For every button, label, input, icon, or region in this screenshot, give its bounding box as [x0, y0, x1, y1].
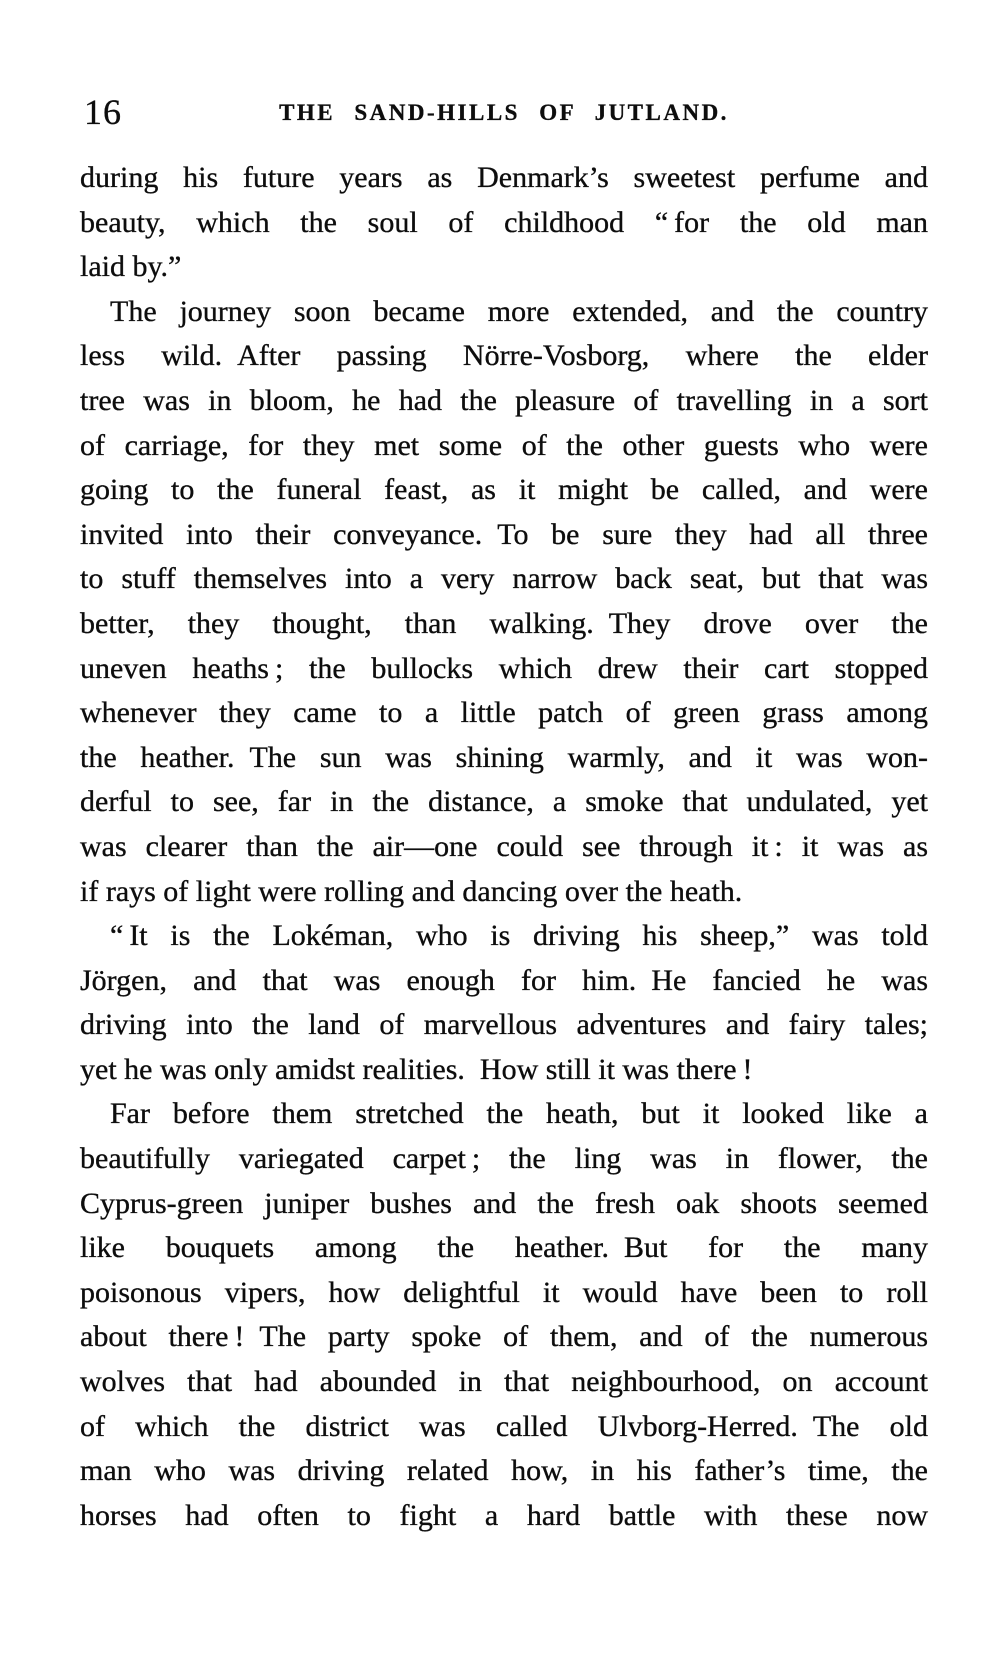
- text-line: beautifully variegated carpet ; the ling was in flower, the: [80, 1142, 928, 1176]
- text-line: during his future years as Denmark’s sweetest perfume and: [80, 161, 928, 194]
- text-line: derful to see, far in the distance, a smoke that undulated, yet: [80, 785, 928, 819]
- text-line: “ It is the Lokéman, who is driving his sheep,” was told: [110, 919, 928, 953]
- text-line: laid by.”: [80, 250, 182, 284]
- text-block: [80, 156, 928, 1538]
- text-line: driving into the land of marvellous adventures and fairy tales;: [80, 1008, 928, 1042]
- text-line: of which the district was called Ulvborg-Herred. The old: [80, 1409, 928, 1443]
- text-line: horses had often to fight a hard battle with these now: [80, 1498, 928, 1532]
- text-line: wolves that had abounded in that neighbourhood, on account: [80, 1365, 928, 1399]
- running-title: THE SAND-HILLS OF JUTLAND.: [279, 100, 729, 125]
- text-line: whenever they came to a little patch of green grass among: [80, 696, 928, 730]
- text-line: tree was in bloom, he had the pleasure of travelling in a sort: [80, 383, 928, 417]
- text-line: The journey soon became more extended, and the country: [110, 294, 928, 328]
- text-line: like bouquets among the heather. But for the many: [80, 1231, 928, 1265]
- text-line: was clearer than the air—one could see through it : it was as: [80, 829, 928, 863]
- text-line: uneven heaths ; the bullocks which drew their cart stopped: [80, 651, 928, 685]
- text-line: invited into their conveyance. To be sure they had all three: [80, 517, 928, 551]
- text-line: the heather. The sun was shining warmly, and it was won-: [80, 740, 928, 774]
- text-line: if rays of light were rolling and dancing over the heath.: [80, 874, 743, 908]
- text-line: poisonous vipers, how delightful it would have been to roll: [80, 1275, 928, 1309]
- text-line: about there ! The party spoke of them, and of the numerous: [80, 1320, 928, 1354]
- text-line: of carriage, for they met some of the other guests who were: [80, 428, 928, 462]
- text-line: going to the funeral feast, as it might be called, and were: [80, 473, 928, 507]
- text-line: to stuff themselves into a very narrow back seat, but that was: [80, 562, 928, 596]
- page-number: 16: [84, 92, 122, 132]
- text-line: man who was driving related how, in his father’s time, the: [80, 1454, 928, 1488]
- text-line: Cyprus-green juniper bushes and the fresh oak shoots seemed: [80, 1186, 928, 1220]
- text-line: better, they thought, than walking. They drove over the: [80, 606, 928, 640]
- text-line: Jörgen, and that was enough for him. He fancied he was: [80, 963, 928, 997]
- text-line: less wild. After passing Nörre-Vosborg, where the elder: [80, 339, 928, 373]
- text-line: Far before them stretched the heath, but it looked like a: [110, 1097, 928, 1131]
- page-header: [80, 0, 928, 150]
- text-line: beauty, which the soul of childhood “ for the old man: [80, 205, 928, 239]
- text-line: yet he was only amidst realities. How still it was there !: [80, 1052, 753, 1086]
